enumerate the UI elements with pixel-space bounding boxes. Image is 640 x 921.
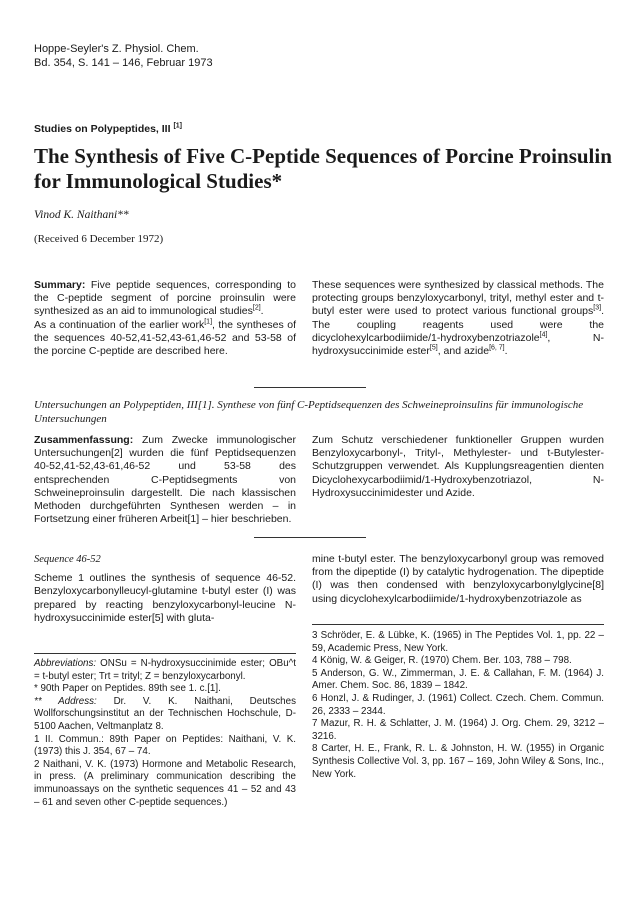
summary-right — [312, 279, 604, 358]
summary-right-4: , and azide — [437, 345, 490, 358]
summary-ref-2: [2] — [252, 304, 261, 312]
summary-left: Summary: Five peptide sequences, corresponding to the C-peptide segment of porcine proinsulin were synthesized as an aid to immunological studies[2]. As a continuation of the earlier work[1], the syntheses of the sequences 40-52,41-52,43-61,46-52 and 53-58 of the porcine C-peptide are described here. — [34, 279, 296, 358]
divider-rule — [254, 537, 366, 538]
footnotes-left — [34, 658, 296, 809]
summary-ref-4: [4] — [539, 331, 548, 339]
summary-ref-3: [3] — [593, 304, 602, 312]
german-right — [312, 434, 604, 500]
footnote-ref: 7 Mazur, R. H. & Schlatter, J. M. (1964) J. Org. Chem. 29, 3212 – 3216. — [312, 718, 604, 742]
sequence-text-left: Scheme 1 outlines the synthesis of sequence 46-52. Benzyloxycarbonylleucyl-glutamine t-butyl ester (I) was prepared by reacting benzyloxycarbonyl-leucine N-hydroxysuccinimide ester[5] with gluta- — [34, 572, 296, 624]
footnote-ref: 5 Anderson, G. W., Zimmerman, J. E. & Callahan, F. M. (1964) J. Amer. Chem. Soc. 86, 1839 – 1842. — [312, 667, 604, 692]
summary-ref-5: [5] — [429, 344, 438, 352]
address-label: ** Address: — [34, 695, 97, 707]
footnote-abbrev — [34, 658, 296, 683]
footnote-rule — [34, 653, 296, 654]
journal-line-2: Bd. 354, S. 141 – 146, Februar 1973 — [34, 57, 213, 69]
footnote-ref: 2 Naithani, V. K. (1973) Hormone and Metabolic Research, in press. (A preliminary communication describing the immunoassays on the synthetic sequences 41 – 52 and 43 – 61 and seven other C-peptide sequences.) — [34, 758, 296, 808]
received-date: (Received 6 December 1972) — [34, 233, 164, 245]
abbrev-text: ONSu = N-hydroxysuccinimide ester; OBu^t = t-butyl ester; Trt = trityl; Z = benzyloxycarbonyl. — [34, 658, 296, 682]
series-ref: [1] — [173, 122, 183, 130]
summary-right-5: . — [504, 345, 508, 358]
author: Vinod K. Naithani** — [34, 209, 129, 221]
footnote-ref: 8 Carter, H. E., Frank, R. L. & Johnston, H. W. (1955) in Organic Synthesis Collective Vol. 3, pp. 167 – 169, John Wiley & Sons, Inc., New York. — [312, 743, 604, 780]
sequence-text-right: mine t-butyl ester. The benzyloxycarbonyl group was removed from the dipeptide (I) by catalytic hydrogenation. The dipeptide (I) was then condensed with benzyloxycarbonylglycine[8] using dicyclohexylcarbodiimide/1-hydroxybenzotriazole as — [312, 553, 604, 605]
footnote-star: * 90th Paper on Peptides. 89th see 1. c.[1]. — [34, 683, 221, 695]
footnotes-right — [312, 630, 604, 781]
series-label — [34, 123, 182, 135]
german-label: Zusammenfassung: — [34, 434, 134, 446]
footnote-ref: 1 II. Commun.: 89th Paper on Peptides: Naithani, V. K. (1973) this J. 354, 67 – 74. — [34, 733, 296, 758]
summary-right-1: These sequences were synthesized by classical methods. The protecting groups benzyloxycarbonyl, trityl, methyl ester and t-butyl ester were used to protect various functional groups — [312, 279, 604, 318]
section-heading: Sequence 46-52 — [34, 554, 101, 565]
summary-right-3: , N-hydroxysuccinimide ester — [312, 331, 604, 358]
sequence-left — [34, 553, 296, 625]
journal-citation — [34, 42, 213, 70]
summary-ref-67: [6, 7] — [489, 344, 505, 352]
footnote-address — [34, 696, 296, 734]
summary-right-2: . The coupling reagents used were the dicyclohexylcarbodiimide/1-hydroxybenzotriazole — [312, 305, 604, 344]
summary-ref-1: [1] — [204, 318, 213, 326]
summary-text-3: , the syntheses of the sequences 40-52,41-52,43-61,46-52 and 53-58 of the porcine C-peptide are described here. — [34, 318, 296, 358]
summary-label: Summary: — [34, 279, 86, 291]
summary-text-2: As a continuation of the earlier work — [34, 318, 205, 331]
summary-text-1: Five peptide sequences, corresponding to the C-peptide segment of porcine proinsulin were synthesized as an aid to immunological studies — [34, 279, 296, 318]
journal-line-1: Hoppe-Seyler's Z. Physiol. Chem. — [34, 43, 199, 55]
divider-rule — [254, 387, 366, 388]
german-text-right: Zum Schutz verschiedener funktioneller Gruppen wurden Benzyloxycarbonyl-, Trityl-, Methylester- und t-Butylester-Schutzgruppen verwendet. Als Kupplungsreagentien dienten Dicyclohexycarbodiimid/1-Hydroxybenzotriazol, N-Hydroxysuccinimidester und Azide. — [312, 434, 604, 499]
footnote-rule — [312, 624, 604, 625]
german-heading: Untersuchungen an Polypeptiden, III[1]. Synthese von fünf C-Peptidsequenzen des Schweineproinsulins für immunologische Untersuchungen — [34, 399, 584, 425]
series-name: Studies on Polypeptides, III — [34, 123, 171, 135]
footnote-ref: 6 Honzl, J. & Rudinger, J. (1961) Collect. Czech. Chem. Commun. 26, 2333 – 2344. — [312, 692, 604, 717]
sequence-right — [312, 553, 604, 606]
footnote-ref: 3 Schröder, E. & Lübke, K. (1965) in The Peptides Vol. 1, pp. 22 – 59, Academic Press, New York. — [312, 630, 604, 654]
german-text-left: Zum Zwecke immunologischer Untersuchungen[2] wurden die fünf Peptidsequenzen 40-52,41-52,43-61,46-52 und 53-58 des entsprechenden C-Peptidsegments von Schweineproinsulin dargestellt. Die nach klassischen Methoden durchgeführten Synthesen werden – in Fortsetzung einer früheren Arbeit[1] – hier beschrieben. — [34, 434, 296, 526]
abbrev-label: Abbreviations: — [34, 658, 97, 669]
address-text: Dr. V. K. Naithani, Deutsches Wollforschungsinstitut an der Technischen Hochschule, D-5100 Aachen, Veltmanplatz 8. — [34, 695, 296, 732]
paper-title: The Synthesis of Five C-Peptide Sequences of Porcine Proinsulin for Immunological Studies* — [34, 144, 612, 193]
footnote-ref: 4 König, W. & Geiger, R. (1970) Chem. Ber. 103, 788 – 798. — [312, 655, 572, 667]
german-left — [34, 434, 296, 526]
